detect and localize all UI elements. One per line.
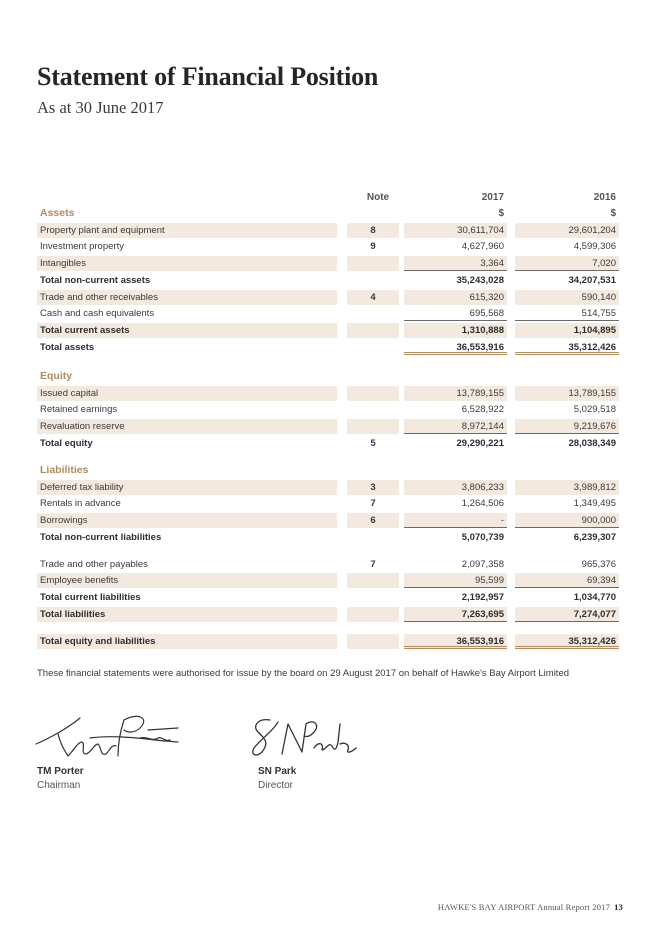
row-note [347,273,399,288]
row-value-2016: 28,038,349 [568,438,616,449]
row-value-2016: 900,000 [515,513,619,528]
row-note [347,634,399,649]
table-row-total [37,530,619,545]
row-value-2016: 7,274,077 [515,607,619,622]
col-header-2017: 2017 [481,192,504,203]
table-row [37,419,619,434]
table-row [37,513,619,528]
row-label: Total equity [40,438,93,449]
row-label: Rentals in advance [40,498,121,509]
row-note [347,530,399,545]
row-value-2017: 2,192,957 [461,592,504,603]
row-note: 8 [347,223,399,238]
table-row [37,239,619,254]
row-note [347,340,399,355]
row-value-2017: 35,243,028 [456,275,504,286]
row-label: Investment property [40,241,124,252]
table-row-total [37,436,619,451]
signature-porter [28,698,188,768]
row-label: Total equity and liabilities [37,634,337,649]
row-note [347,256,399,271]
table-row-total [37,273,619,288]
row-value-2016: 29,601,204 [515,223,619,238]
signatory-name: TM Porter [37,766,84,777]
row-value-2016: 5,029,518 [573,404,616,415]
row-value-2016: 13,789,155 [515,386,619,401]
table-row [37,386,619,401]
row-value-2017: 5,070,739 [461,532,504,543]
row-note [347,590,399,605]
row-label: Borrowings [37,513,337,528]
row-value-2016: 1,104,895 [515,323,619,338]
row-label: Employee benefits [37,573,337,588]
row-value-2017: 29,290,221 [456,438,504,449]
row-note [347,402,399,417]
section-liabilities: Liabilities [40,464,89,476]
authorisation-note: These financial statements were authorised for issue by the board on 29 August 2017 on behalf of Hawke's Bay Airport Limited [37,668,570,679]
row-value-2016: 514,755 [515,306,619,321]
row-note [347,306,399,321]
row-label: Total liabilities [37,607,337,622]
row-note [347,386,399,401]
row-note [347,573,399,588]
row-value-2017: - [404,513,507,528]
table-row [37,290,619,305]
signatory-name: SN Park [258,766,297,777]
row-value-2016: 965,376 [581,559,616,570]
table-row [37,557,619,572]
signatory-role: Chairman [37,780,81,791]
currency-2017: $ [498,208,504,219]
row-value-2016: 3,989,812 [515,480,619,495]
page-footer [438,902,623,912]
table-row [37,306,619,321]
section-assets: Assets [40,207,75,219]
row-label: Total current assets [37,323,337,338]
row-label: Revaluation reserve [37,419,337,434]
row-label: Retained earnings [40,404,118,415]
row-note: 5 [370,438,376,449]
row-note: 3 [347,480,399,495]
row-note [347,323,399,338]
row-label: Deferred tax liability [37,480,337,495]
footer-text: HAWKE'S BAY AIRPORT Annual Report 2017 [437,902,611,912]
row-value-2016: 69,394 [515,573,619,588]
row-note: 6 [347,513,399,528]
row-label: Cash and cash equivalents [40,308,155,319]
table-row-total [37,323,619,338]
row-value-2017: 30,611,704 [404,223,507,238]
row-value-2017: 1,310,888 [404,323,507,338]
currency-2016: $ [610,208,616,219]
section-equity: Equity [40,370,73,382]
row-value-2017: 36,553,916 [404,340,507,355]
table-row [37,223,619,238]
page-subtitle: As at 30 June 2017 [37,98,164,117]
row-label: Trade and other receivables [37,290,337,305]
row-value-2017: 3,806,233 [404,480,507,495]
row-label: Total current liabilities [40,592,141,603]
table-row-total [37,590,619,605]
row-note: 7 [370,498,376,509]
row-note: 4 [347,290,399,305]
table-row [37,573,619,588]
row-value-2016: 7,020 [515,256,619,271]
signatory-role: Director [258,780,294,791]
row-note [347,607,399,622]
row-label: Intangibles [37,256,337,271]
page-title: Statement of Financial Position [37,62,379,91]
row-value-2016: 1,034,770 [573,592,616,603]
row-label: Issued capital [37,386,337,401]
row-value-2016: 9,219,676 [515,419,619,434]
row-value-2017: 695,568 [404,306,507,321]
row-value-2017: 8,972,144 [404,419,507,434]
signature-park [248,712,358,767]
row-value-2016: 34,207,531 [568,275,616,286]
row-label: Property plant and equipment [37,223,337,238]
row-value-2016: 35,312,426 [515,634,619,649]
table-row [37,496,619,511]
row-note: 7 [370,559,376,570]
row-value-2017: 4,627,960 [461,241,504,252]
row-label: Total non-current assets [40,275,151,286]
page-number: 13 [614,902,623,912]
row-label: Trade and other payables [40,559,148,570]
row-value-2016: 6,239,307 [573,532,616,543]
row-note [347,419,399,434]
row-note: 9 [370,241,376,252]
table-row [37,402,619,417]
table-row-total [37,607,619,622]
row-value-2016: 4,599,306 [573,241,616,252]
row-value-2017: 615,320 [404,290,507,305]
row-value-2017: 2,097,358 [461,559,504,570]
row-value-2017: 3,364 [404,256,507,271]
table-row-total [37,340,619,355]
col-header-note: Note [366,192,390,203]
row-value-2016: 1,349,495 [573,498,616,509]
table-row [37,480,619,495]
row-value-2017: 13,789,155 [404,386,507,401]
row-value-2017: 6,528,922 [461,404,504,415]
table-row-grand-total [37,634,619,649]
row-value-2017: 7,263,695 [404,607,507,622]
row-value-2016: 35,312,426 [515,340,619,355]
col-header-2016: 2016 [593,192,616,203]
row-value-2017: 36,553,916 [404,634,507,649]
row-value-2016: 590,140 [515,290,619,305]
row-label: Total assets [40,342,95,353]
row-value-2017: 1,264,506 [461,498,504,509]
row-label: Total non-current liabilities [40,532,162,543]
row-value-2017: 95,599 [404,573,507,588]
table-row [37,256,619,271]
